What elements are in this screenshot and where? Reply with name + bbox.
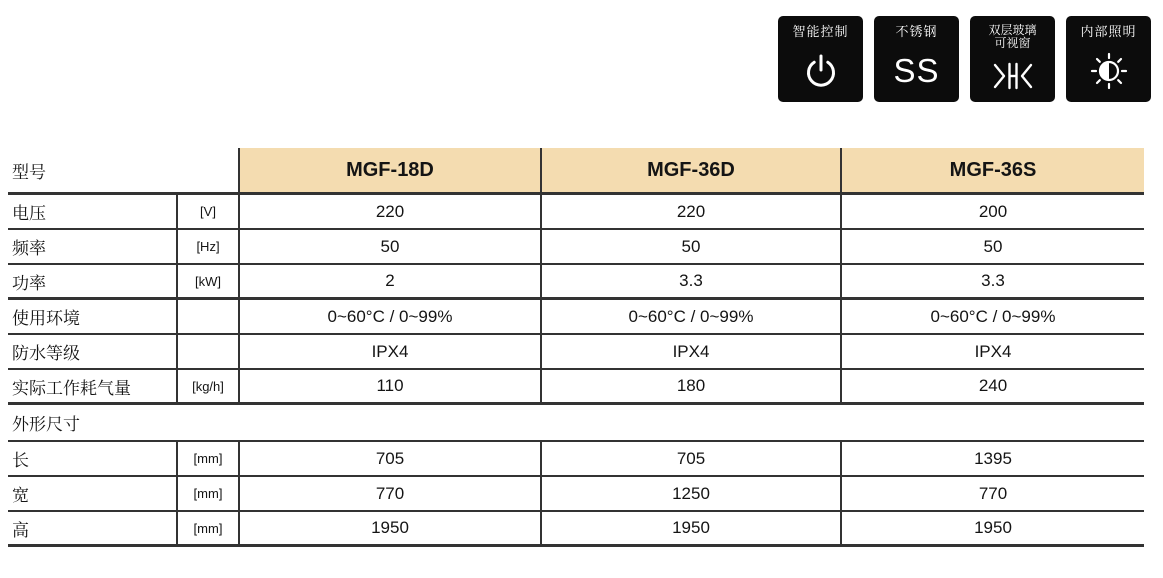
cell-value: 200 (840, 195, 1144, 228)
cell-value: 1395 (840, 442, 1144, 475)
badge-smart-control-label (792, 24, 848, 39)
cell-value: 220 (238, 195, 540, 228)
cell-value: 180 (540, 370, 840, 402)
row-unit: [kW] (176, 265, 238, 297)
model-row-label: 型号 (12, 162, 46, 182)
spec-table (8, 148, 1144, 547)
badge-label-line: 内部照明 (1080, 24, 1137, 39)
row-label: 宽 (12, 486, 29, 505)
table-row (8, 477, 1144, 512)
badge-stainless-steel (874, 16, 959, 102)
cell-value: 110 (238, 370, 540, 402)
model-header: MGF-18D (238, 148, 540, 192)
table-row (8, 300, 1144, 335)
model-header: MGF-36D (540, 148, 840, 192)
cell-value: IPX4 (540, 335, 840, 368)
table-row (8, 265, 1144, 300)
row-unit: [V] (176, 195, 238, 228)
cell-value: 1950 (238, 512, 540, 544)
cell-value: 705 (540, 442, 840, 475)
cell-value: 3.3 (540, 265, 840, 297)
cell-value: 1950 (840, 512, 1144, 544)
cell-value: 0~60°C / 0~99% (238, 300, 540, 333)
cell-value: 1250 (540, 477, 840, 510)
table-row (8, 230, 1144, 265)
cell-value: 3.3 (840, 265, 1144, 297)
badge-interior-light-label (1080, 24, 1136, 39)
badge-label-line: 不锈钢 (895, 24, 938, 39)
light-icon (1066, 39, 1151, 102)
table-header-row (8, 148, 1144, 195)
row-label: 电压 (12, 204, 46, 223)
row-label: 防水等级 (12, 344, 80, 363)
row-unit (176, 335, 238, 368)
section-row (8, 405, 1144, 442)
badge-interior-light (1066, 16, 1151, 102)
stainless-steel-icon (874, 39, 959, 102)
row-unit: [mm] (176, 512, 238, 544)
cell-value: 50 (540, 230, 840, 263)
double-glass-icon (970, 50, 1055, 102)
row-unit: [mm] (176, 442, 238, 475)
table-row (8, 512, 1144, 547)
table-row (8, 442, 1144, 477)
row-label: 使用环境 (12, 309, 80, 328)
cell-value: 0~60°C / 0~99% (840, 300, 1144, 333)
table-row (8, 370, 1144, 405)
row-label: 高 (12, 520, 29, 540)
badge-stainless-steel-label (895, 24, 937, 39)
cell-value: 240 (840, 370, 1144, 402)
section-label: 外形尺寸 (12, 415, 80, 434)
row-unit: [kg/h] (176, 370, 238, 402)
cell-value: 770 (840, 477, 1144, 510)
badge-label-line: 可视窗 (994, 36, 1031, 50)
cell-value: IPX4 (238, 335, 540, 368)
cell-value: 1950 (540, 512, 840, 544)
badge-double-glass-label (988, 24, 1036, 50)
row-label: 实际工作耗气量 (12, 378, 131, 398)
row-label: 长 (12, 451, 29, 470)
table-row (8, 335, 1144, 370)
power-icon (778, 39, 863, 102)
cell-value: 50 (840, 230, 1144, 263)
cell-value: 220 (540, 195, 840, 228)
cell-value: 770 (238, 477, 540, 510)
badge-double-glass-window (970, 16, 1055, 102)
cell-value: 2 (238, 265, 540, 297)
badge-smart-control (778, 16, 863, 102)
table-row (8, 195, 1144, 230)
cell-value: IPX4 (840, 335, 1144, 368)
cell-value: 50 (238, 230, 540, 263)
row-unit: [Hz] (176, 230, 238, 263)
model-header: MGF-36S (840, 148, 1144, 192)
row-label: 功率 (12, 273, 46, 293)
row-unit: [mm] (176, 477, 238, 510)
feature-badges (778, 16, 1151, 102)
badge-label-line: 双层玻璃 (988, 23, 1037, 37)
cell-value: 0~60°C / 0~99% (540, 300, 840, 333)
cell-value: 705 (238, 442, 540, 475)
badge-label-line: 智能控制 (792, 24, 849, 39)
row-label: 频率 (12, 239, 46, 258)
row-unit (176, 300, 238, 333)
ss-text: SS (893, 52, 940, 89)
